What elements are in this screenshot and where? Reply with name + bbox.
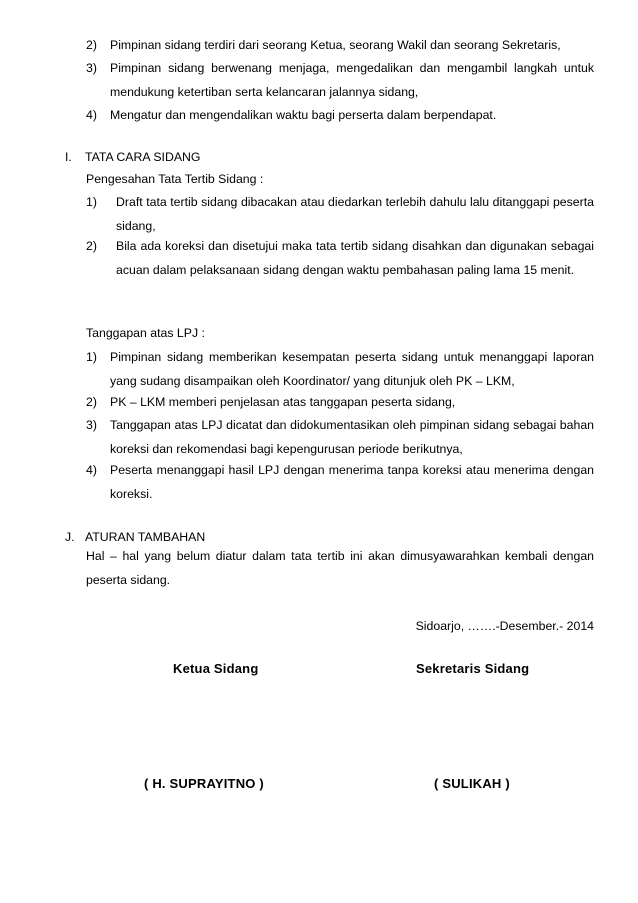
item-number: 1) bbox=[86, 195, 97, 209]
item-text: Pimpinan sidang memberikan kesempatan peserta sidang untuk menanggapi laporan yang sudang disampaikan oleh Koordinator/ yang ditunjuk oleh PK – LKM, bbox=[110, 350, 594, 388]
list-item bbox=[86, 57, 594, 104]
section-heading-i bbox=[65, 147, 200, 167]
item-number: 2) bbox=[86, 239, 97, 253]
item-number: 2) bbox=[86, 38, 97, 52]
item-number: 3) bbox=[86, 418, 97, 432]
item-number: 1) bbox=[86, 350, 97, 364]
list-item bbox=[86, 191, 594, 238]
section-letter: J. bbox=[65, 530, 75, 544]
section-title: TATA CARA SIDANG bbox=[85, 150, 201, 164]
list-item bbox=[86, 414, 594, 461]
item-number: 2) bbox=[86, 395, 97, 409]
date-line: Sidoarjo, …….-Desember.- 2014 bbox=[415, 619, 594, 633]
subheading: Tanggapan atas LPJ : bbox=[86, 326, 205, 340]
list-item bbox=[86, 391, 594, 415]
list-item bbox=[86, 346, 594, 393]
item-number: 3) bbox=[86, 61, 97, 75]
item-text: Peserta menanggapi hasil LPJ dengan menerima tanpa koreksi atau menerima dengan koreksi. bbox=[110, 463, 594, 501]
item-text: Pimpinan sidang berwenang menjaga, mengedalikan dan mengambil langkah untuk mendukung ketertiban serta kelancaran jalannya sidang, bbox=[110, 61, 594, 99]
signature-name-left: ( H. SUPRAYITNO ) bbox=[144, 776, 264, 791]
item-text: Pimpinan sidang terdiri dari seorang Ketua, seorang Wakil dan seorang Sekretaris, bbox=[110, 38, 561, 52]
item-number: 4) bbox=[86, 463, 97, 477]
item-text: Mengatur dan mengendalikan waktu bagi perserta dalam berpendapat. bbox=[110, 108, 497, 122]
subheading: Pengesahan Tata Tertib Sidang : bbox=[86, 172, 264, 186]
signature-name-right: ( SULIKAH ) bbox=[434, 776, 510, 791]
item-text: PK – LKM memberi penjelasan atas tanggapan peserta sidang, bbox=[110, 395, 456, 409]
signature-title-left: Ketua Sidang bbox=[173, 661, 259, 676]
list-item bbox=[86, 34, 594, 58]
list-item bbox=[86, 459, 594, 506]
item-text: Bila ada koreksi dan disetujui maka tata tertib sidang disahkan dan digunakan sebagai acuan dalam pelaksanaan sidang dengan waktu pembahasan paling lama 15 menit. bbox=[116, 239, 594, 277]
section-letter: I. bbox=[65, 150, 72, 164]
list-item bbox=[86, 235, 594, 282]
paragraph: Hal – hal yang belum diatur dalam tata tertib ini akan dimusyawarahkan kembali dengan peserta sidang. bbox=[86, 549, 594, 587]
item-text: Tanggapan atas LPJ dicatat dan didokumentasikan oleh pimpinan sidang sebagai bahan koreksi dan rekomendasi bagi kepengurusan periode berikutnya, bbox=[110, 418, 594, 456]
item-text: Draft tata tertib sidang dibacakan atau diedarkan terlebih dahulu lalu ditanggapi peserta sidang, bbox=[116, 195, 594, 233]
item-number: 4) bbox=[86, 108, 97, 122]
section-title: ATURAN TAMBAHAN bbox=[85, 530, 206, 544]
signature-title-right: Sekretaris Sidang bbox=[416, 661, 530, 676]
list-item bbox=[86, 104, 594, 128]
section-heading-j bbox=[65, 527, 205, 547]
